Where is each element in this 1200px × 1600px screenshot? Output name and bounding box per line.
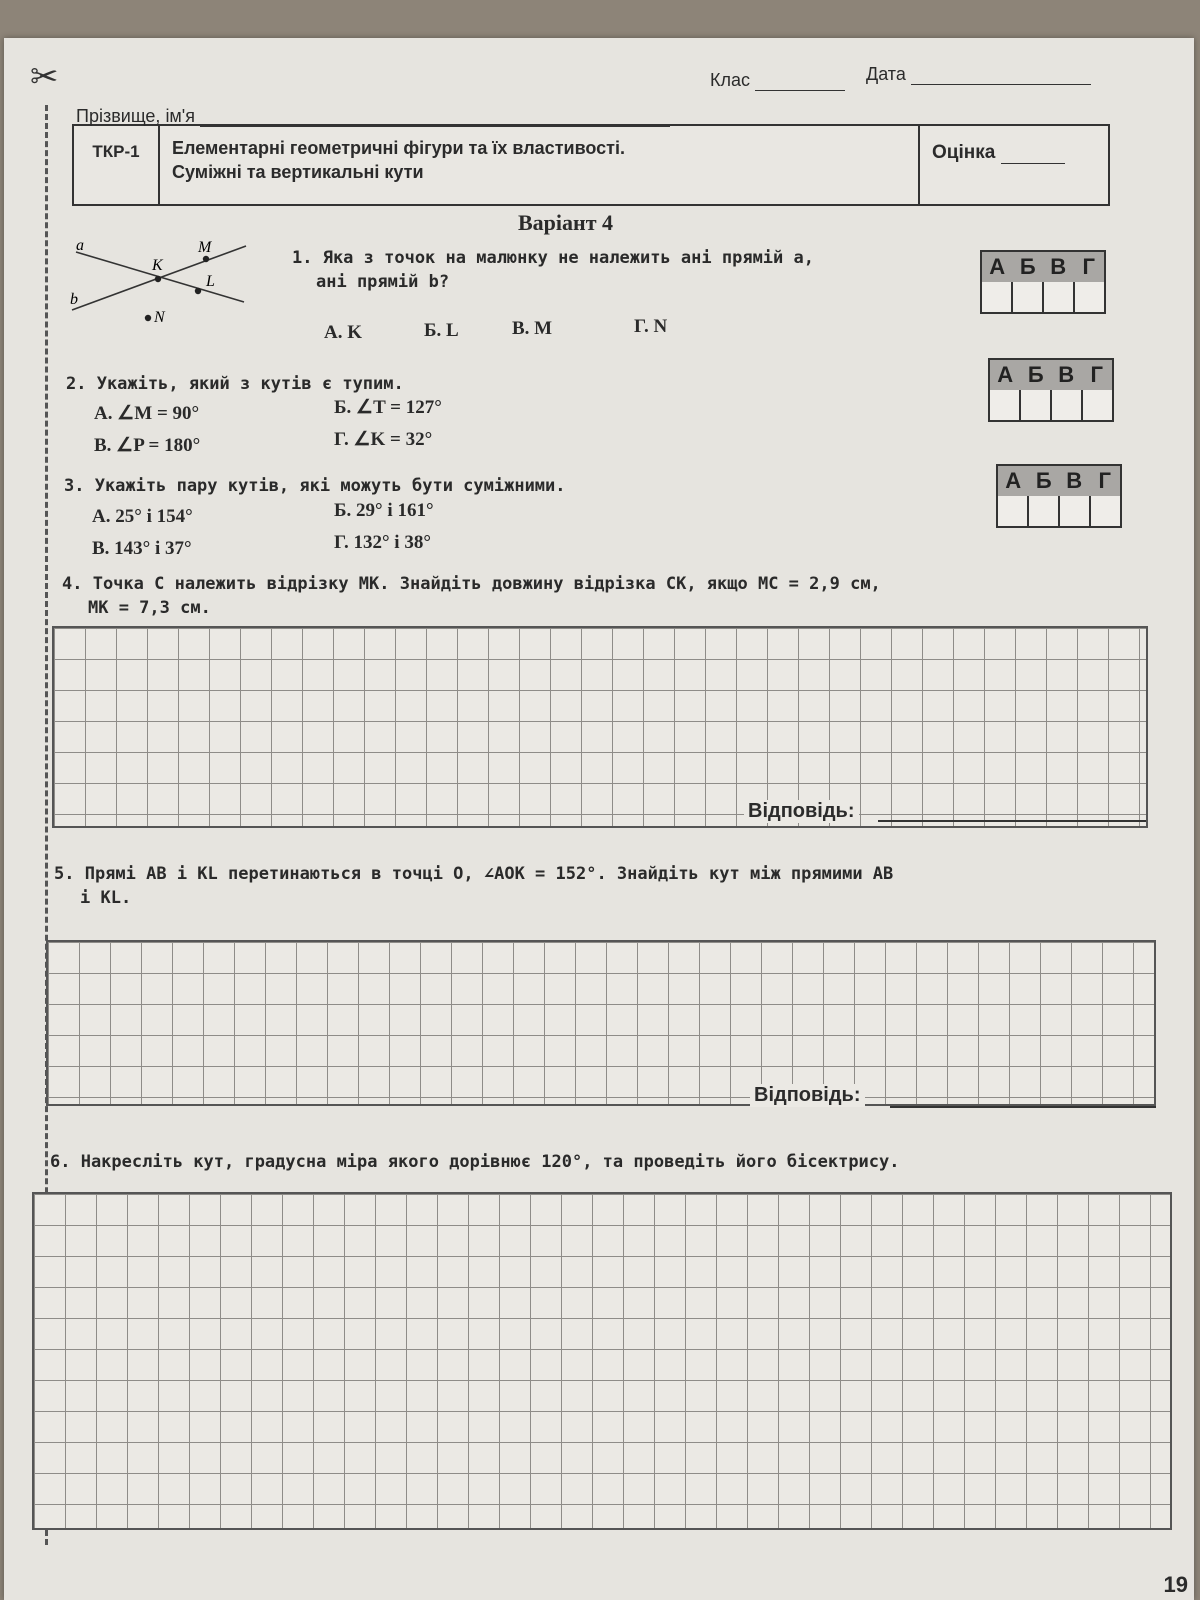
page-number: 19 [1163, 1572, 1188, 1597]
question-1-line2: ані прямій b? [316, 272, 450, 292]
q3-answer-boxes [996, 464, 1122, 528]
q3-letter-g: Г [1098, 468, 1111, 493]
q2-option-g[interactable]: Г. ∠K = 32° [334, 429, 433, 450]
q3-answer-letters [998, 466, 1120, 496]
question-4-line2: MK = 7,3 см. [88, 598, 211, 618]
test-title-line1: Елементарні геометричні фігури та їх властивості. [172, 138, 625, 158]
question-1-line1: 1. Яка з точок на малюнку не належить ані прямій a, [292, 248, 814, 268]
q1-option-b[interactable]: Б. L [424, 320, 459, 341]
q2-box-b[interactable] [1019, 390, 1050, 420]
q4-answer-label: Відповідь: [744, 800, 859, 823]
grade-label: Оцінка [932, 142, 996, 163]
label-a: a [76, 237, 84, 254]
test-title [172, 136, 625, 184]
q3-option-a[interactable]: А. 25° і 154° [92, 506, 193, 527]
q3-box-v[interactable] [1058, 496, 1089, 526]
point-n [145, 315, 151, 321]
lines-figure [66, 236, 256, 336]
q2-letter-a: А [997, 362, 1014, 387]
q1-answer-boxes [980, 250, 1106, 314]
q2-answer-letters [990, 360, 1112, 390]
q3-box-g[interactable] [1089, 496, 1120, 526]
test-info-box [72, 124, 1110, 206]
q2-answer-boxes [988, 358, 1114, 422]
q1-option-v[interactable]: В. M [512, 318, 553, 339]
q1-box-a[interactable] [982, 282, 1011, 312]
date-label: Дата [866, 64, 906, 84]
q2-box-g[interactable] [1081, 390, 1112, 420]
question-3: 3. Укажіть пару кутів, які можуть бути суміжними. [64, 476, 566, 496]
q5-work-grid[interactable] [46, 940, 1156, 1106]
q2-option-b[interactable]: Б. ∠T = 127° [334, 397, 442, 418]
class-label: Клас [710, 70, 750, 90]
point-l [195, 288, 201, 294]
q3-letter-v: В [1066, 468, 1083, 493]
variant-title: Варіант 4 [518, 210, 614, 235]
q1-letter-v: В [1050, 254, 1067, 279]
name-field[interactable] [76, 106, 670, 127]
q3-option-v[interactable]: В. 143° і 37° [92, 538, 192, 559]
q2-letter-v: В [1058, 362, 1075, 387]
q5-answer-line[interactable] [890, 1106, 1156, 1108]
q1-box-b[interactable] [1011, 282, 1042, 312]
question-6: 6. Накресліть кут, градусна міра якого дорівнює 120°, та проведіть його бісектрису. [50, 1152, 900, 1172]
question-1 [292, 246, 814, 294]
test-title-line2: Суміжні та вертикальні кути [172, 162, 424, 182]
q2-box-v[interactable] [1050, 390, 1081, 420]
q3-box-b[interactable] [1027, 496, 1058, 526]
q1-option-g[interactable]: Г. N [634, 316, 668, 337]
question-4 [62, 572, 881, 620]
point-k [155, 276, 161, 282]
question-5 [54, 862, 893, 910]
q2-option-a[interactable]: А. ∠M = 90° [94, 403, 200, 424]
q5-answer-label: Відповідь: [750, 1084, 865, 1107]
q2-letter-g: Г [1090, 362, 1103, 387]
q1-option-a[interactable]: А. K [324, 322, 362, 343]
q2-checkbox-row [990, 390, 1112, 420]
q4-answer-line[interactable] [878, 820, 1146, 822]
point-m [203, 256, 209, 262]
label-m: M [198, 239, 212, 256]
label-k: K [152, 257, 163, 274]
date-field[interactable] [866, 64, 1091, 85]
name-input-line[interactable] [200, 110, 670, 127]
grade-cell[interactable] [918, 126, 1108, 204]
q1-letter-g: Г [1082, 254, 1095, 279]
question-5-line1: 5. Прямі AB і KL перетинаються в точці O, ∠AOK = 152°. Знайдіть кут між прямими AB [54, 864, 894, 884]
label-l: L [206, 273, 215, 290]
test-code: ТКР-1 [74, 126, 160, 204]
q2-box-a[interactable] [990, 390, 1019, 420]
q1-checkbox-row [982, 282, 1104, 312]
q3-letter-a: А [1005, 468, 1022, 493]
class-input-line[interactable] [755, 74, 845, 91]
q6-work-grid[interactable] [32, 1192, 1172, 1530]
q2-option-v[interactable]: В. ∠P = 180° [94, 435, 201, 456]
scissors-icon: ✂ [30, 58, 59, 96]
q3-option-g[interactable]: Г. 132° і 38° [334, 532, 431, 553]
grade-input-line[interactable] [1001, 147, 1065, 164]
q3-box-a[interactable] [998, 496, 1027, 526]
q3-letter-b: Б [1035, 468, 1052, 493]
q4-work-grid[interactable] [52, 626, 1148, 828]
q1-answer-letters [982, 252, 1104, 282]
q1-letter-b: Б [1019, 254, 1036, 279]
question-5-line2: і KL. [80, 888, 132, 908]
q3-checkbox-row [998, 496, 1120, 526]
q1-box-v[interactable] [1042, 282, 1073, 312]
q2-letter-b: Б [1027, 362, 1044, 387]
class-field[interactable] [710, 70, 845, 91]
name-label: Прізвище, ім'я [76, 106, 195, 126]
q1-letter-a: А [989, 254, 1006, 279]
question-4-line1: 4. Точка C належить відрізку MK. Знайдіть довжину відрізка CK, якщо MC = 2,9 см, [62, 574, 881, 594]
question-2: 2. Укажіть, який з кутів є тупим. [66, 374, 404, 394]
label-b: b [70, 291, 78, 308]
q1-box-g[interactable] [1073, 282, 1104, 312]
label-n: N [154, 309, 165, 326]
q3-option-b[interactable]: Б. 29° і 161° [334, 500, 434, 521]
date-input-line[interactable] [911, 68, 1091, 85]
